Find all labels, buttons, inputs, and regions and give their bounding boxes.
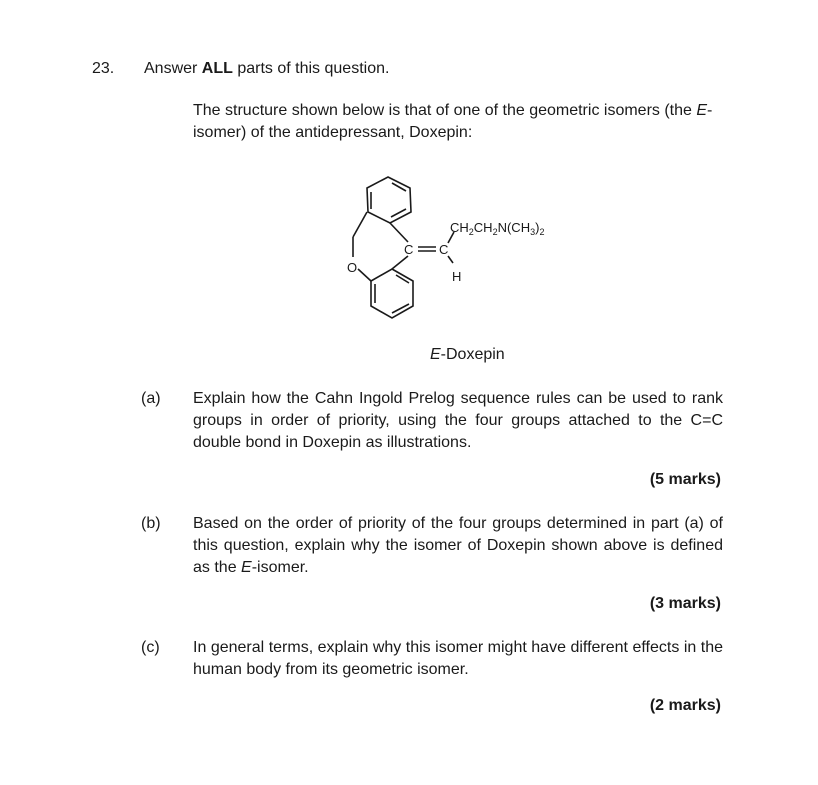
c-left-label: C: [404, 242, 414, 257]
chain-sub-1: 2: [468, 227, 474, 237]
intro-paragraph: [193, 100, 733, 144]
h-label: H: [452, 269, 462, 284]
chain-sub-2: 2: [492, 227, 498, 237]
question-number: 23.: [92, 60, 115, 77]
part-b-text: [193, 513, 723, 579]
chain-close: ): [535, 220, 540, 235]
part-a-text: Explain how the Cahn Ingold Prelog sequence rules can be used to rank groups in order of priority, using the four groups attached to the C=C double bond in Doxepin as illustrations.: [193, 390, 723, 451]
part-c-label: (c): [141, 639, 160, 656]
oxygen-label: O: [347, 260, 358, 275]
caption-italic: E: [430, 346, 441, 363]
doxepin-structure: [300, 165, 600, 335]
part-b-label: (b): [141, 515, 161, 532]
part-b-marks: (3 marks): [649, 595, 721, 612]
part-c-text: In general terms, explain why this isomer might have different effects in the human body from its geometric isomer.: [193, 639, 723, 678]
chain-ch-2: CH: [473, 220, 493, 235]
structure-caption: [430, 344, 505, 366]
intro-italic: E: [696, 102, 708, 119]
part-b-text-italic: E: [241, 559, 252, 576]
c-right-label: C: [439, 242, 449, 257]
heading-bold: ALL: [201, 60, 233, 77]
chain-sub-3: 3: [530, 227, 536, 237]
part-a-marks: (5 marks): [649, 471, 721, 488]
chain-label: [450, 220, 544, 237]
chain-ch-1: CH: [450, 220, 469, 235]
intro-after: -isomer) of the antidepressant, Doxepin:: [193, 102, 713, 141]
heading-suffix: parts of this question.: [232, 60, 390, 77]
question-heading: [144, 58, 389, 80]
caption-text: -Doxepin: [440, 346, 505, 363]
heading-prefix: Answer: [144, 60, 202, 77]
part-b-text-after: -isomer.: [251, 559, 309, 576]
part-a-label: (a): [141, 390, 161, 407]
part-c-marks: (2 marks): [649, 697, 721, 714]
intro-before: The structure shown below is that of one of the geometric isomers (the: [193, 102, 697, 119]
chain-sub-4: 2: [539, 227, 545, 237]
part-b-text-before: Based on the order of priority of the four groups determined in part (a) of this question, explain why the isomer of Doxepin shown above is defined as the: [193, 515, 723, 576]
chain-n-part: N(CH: [497, 220, 531, 235]
